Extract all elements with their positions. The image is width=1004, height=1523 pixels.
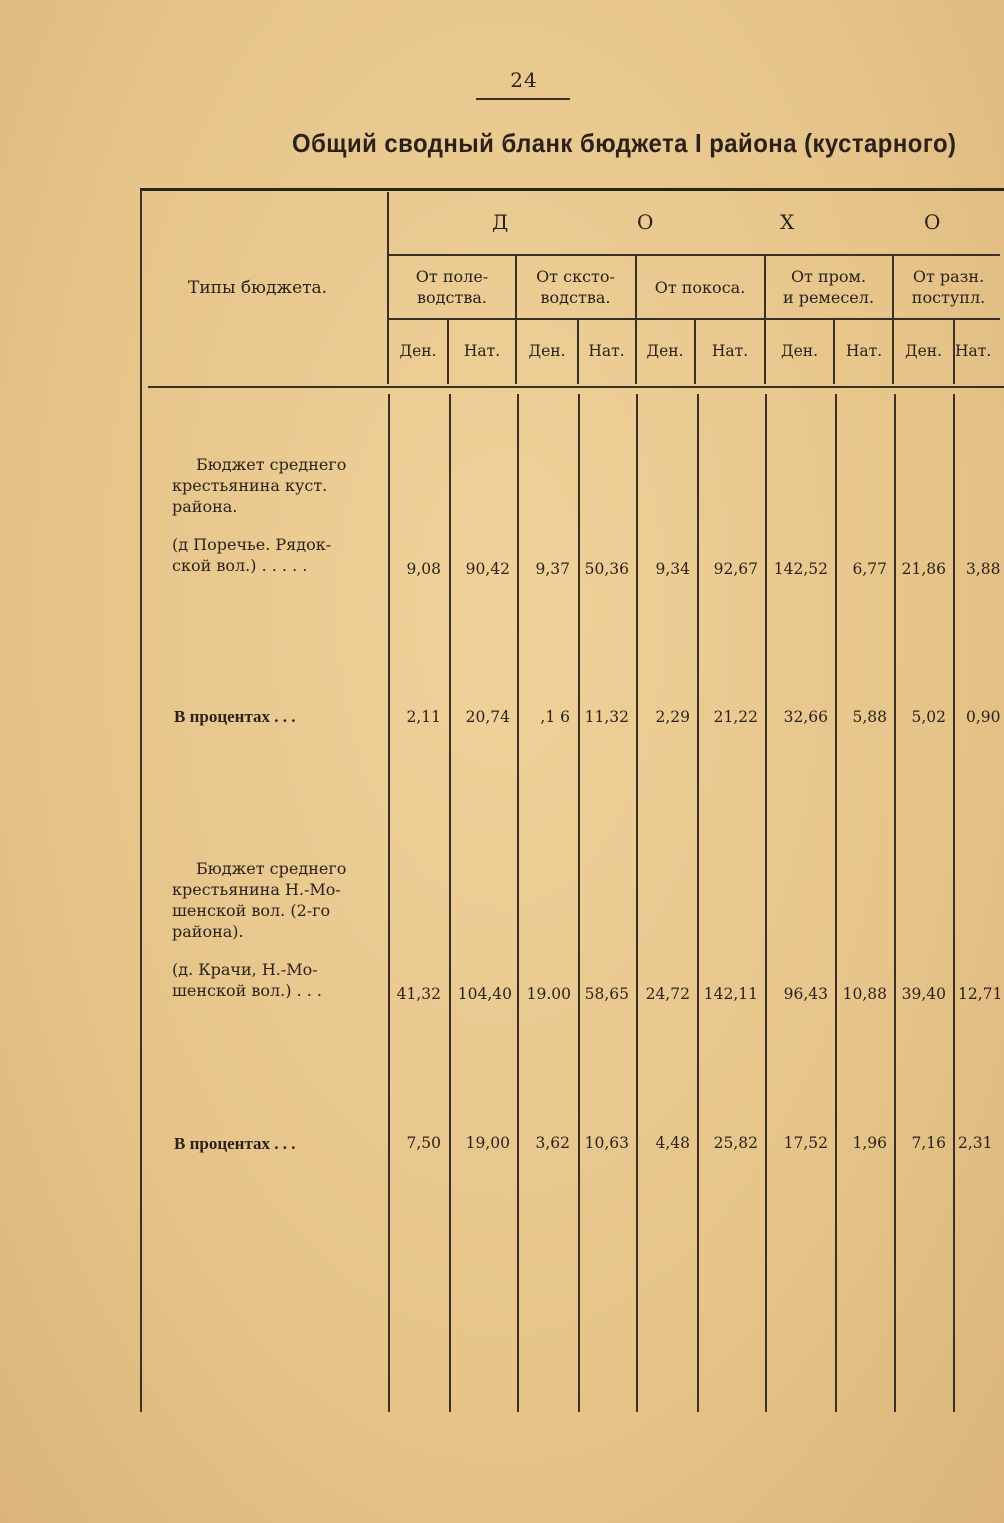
page-number-rule xyxy=(476,98,570,100)
col-line-body xyxy=(894,394,896,1412)
group-header-field: От поле- водства. xyxy=(415,267,489,307)
col-line-body xyxy=(765,394,767,1412)
subheader-kind: Нат. xyxy=(845,342,883,360)
col-line-body xyxy=(697,394,699,1412)
group-header-livestock: От сксто- водства. xyxy=(536,267,615,307)
row-label-percent-1: В процентах . . . xyxy=(174,707,296,726)
table-cell: 3,88 xyxy=(966,560,1001,578)
subheader-money: Ден. xyxy=(528,342,566,360)
table-cell: 41,32 xyxy=(396,985,441,1003)
row-label-budget-2: Бюджет среднего крестьянина Н.-Мо- шенской вол. (2-го района). (д. Крачи, Н.-Мо- шенской вол.) . . . xyxy=(172,859,347,1000)
col-line-body xyxy=(449,394,451,1412)
col-line-body xyxy=(517,394,519,1412)
table-cell: 17,52 xyxy=(783,1134,828,1152)
subheader-kind: Нат. xyxy=(955,342,992,360)
row-label-budget-1: Бюджет среднего крестьянина куст. района. (д Поречье. Рядок- ской вол.) . . . . . xyxy=(172,455,347,575)
table-cell: 50,36 xyxy=(584,560,629,578)
table-cell: 19.00 xyxy=(526,985,571,1003)
subheader-money: Ден. xyxy=(646,342,684,360)
table-cell: 39,40 xyxy=(901,985,946,1003)
table-cell: 20,74 xyxy=(465,708,510,726)
table-cell: 24,72 xyxy=(645,985,690,1003)
table-top-rule xyxy=(140,188,1004,191)
subheader-money: Ден. xyxy=(780,342,819,360)
group-header-haymaking: От покоса. xyxy=(654,278,746,297)
table-cell: 5,88 xyxy=(852,708,887,726)
income-letter: О xyxy=(924,210,941,234)
table-cell: 4,48 xyxy=(655,1134,690,1152)
table-cell: 2,31 xyxy=(958,1134,993,1152)
col-line-body xyxy=(953,394,955,1412)
table-cell: 6,77 xyxy=(852,560,887,578)
table-cell: 19,00 xyxy=(465,1134,510,1152)
income-letter: Д xyxy=(492,210,509,234)
subheader-kind: Нат. xyxy=(463,342,501,360)
table-cell: 32,66 xyxy=(783,708,828,726)
col-line-body xyxy=(388,394,390,1412)
income-letter: Х xyxy=(780,210,795,234)
table-cell: 1,96 xyxy=(852,1134,887,1152)
subheader-kind: Нат. xyxy=(588,342,625,360)
table-left-border xyxy=(140,190,142,1220)
table-cell: 142,11 xyxy=(703,985,758,1003)
subheader-kind: Нат. xyxy=(711,342,749,360)
table-cell: 2,11 xyxy=(406,708,441,726)
col-line-body xyxy=(835,394,837,1412)
row-label-percent-2: В процентах . . . xyxy=(174,1134,296,1153)
table-cell: 25,82 xyxy=(713,1134,758,1152)
table-cell: 104,40 xyxy=(457,985,512,1003)
subheader-money: Ден. xyxy=(399,342,437,360)
table-cell: 11,32 xyxy=(584,708,629,726)
col-line-body xyxy=(578,394,580,1412)
table-cell: 21,86 xyxy=(901,560,946,578)
table-cell: 90,42 xyxy=(465,560,510,578)
page-number: 24 xyxy=(510,68,538,92)
table-cell: 9,37 xyxy=(535,560,570,578)
table-left-border-lower xyxy=(140,1220,142,1412)
table-cell: 3,62 xyxy=(535,1134,570,1152)
table-cell: 10,63 xyxy=(584,1134,629,1152)
table-cell: 7,50 xyxy=(406,1134,441,1152)
header-rule-groups xyxy=(388,254,1000,256)
table-cell: 7,16 xyxy=(911,1134,946,1152)
col-line-group xyxy=(635,256,637,384)
subheader-money: Ден. xyxy=(904,342,943,360)
table-cell: 2,29 xyxy=(655,708,690,726)
row-header-label: Типы бюджета. xyxy=(188,278,328,298)
table-cell: 58,65 xyxy=(584,985,629,1003)
table-cell: 142,52 xyxy=(773,560,828,578)
table-cell: 10,88 xyxy=(842,985,887,1003)
header-bottom-rule xyxy=(148,386,1004,388)
table-cell: 96,43 xyxy=(783,985,828,1003)
col-line-body xyxy=(636,394,638,1412)
table-cell: 9,08 xyxy=(406,560,441,578)
table-cell: 9,34 xyxy=(655,560,690,578)
group-header-misc: От разн. поступл. xyxy=(911,267,986,307)
table-cell: 0,90 xyxy=(966,708,1001,726)
table-cell: 92,67 xyxy=(713,560,758,578)
income-letter: О xyxy=(637,210,654,234)
table-cell: ,1 6 xyxy=(540,708,570,726)
table-cell: 21,22 xyxy=(713,708,758,726)
document-title: Общий сводный бланк бюджета I района (кустарного) xyxy=(292,128,957,158)
table-cell: 12,71 xyxy=(958,985,1003,1003)
table-cell: 5,02 xyxy=(911,708,946,726)
group-header-crafts: От пром. и ремесел. xyxy=(782,267,875,307)
